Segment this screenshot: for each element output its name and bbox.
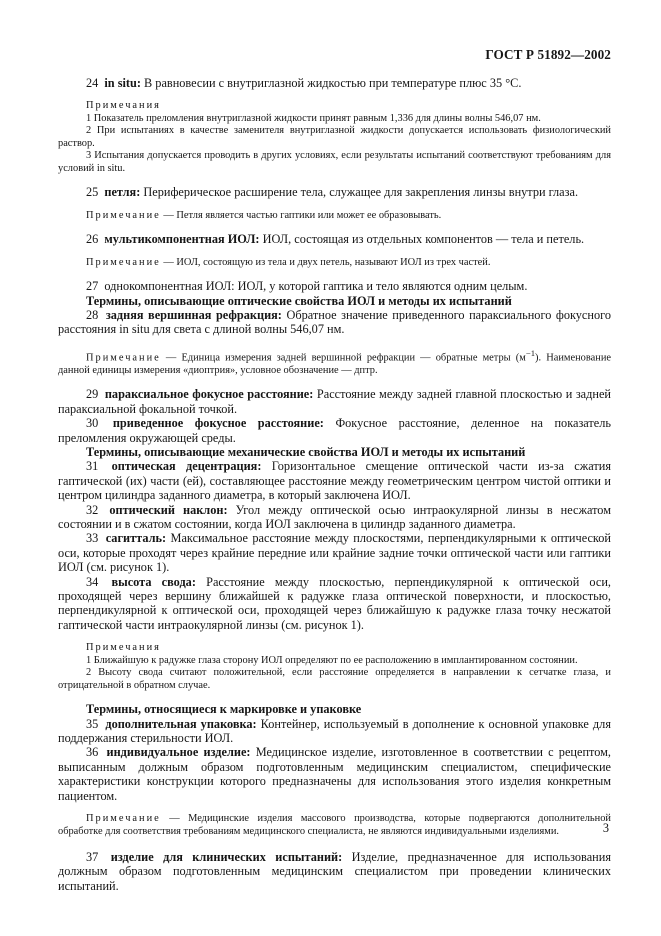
term-definition: Контейнер, используемый в дополнение к основной упаковке для поддержания стерильности ИОЛ.	[58, 716, 611, 746]
term-definition: Расстояние между задней главной плоскостью и задней параксиальной фокальной точкой.	[58, 387, 612, 416]
term-definition: Обратное значение приведенного параксиального фокусного расстояния in situ для света с длиной волны 546,07 нм.	[58, 308, 612, 337]
term-31	[58, 459, 611, 502]
term-name: in situ:	[104, 76, 141, 90]
note-text: — Медицинские изделия массового производства, которые подвергаются дополнительной обработке для соответствия требованиям медицинского специалиста, не являются индивидуальными изделиями.	[58, 813, 611, 837]
note-label: Примечание	[86, 352, 161, 364]
term-28	[58, 308, 611, 337]
note-26	[58, 257, 611, 270]
note-text: — Единица измерения задней вершинной рефракции — обратные метры (м	[165, 352, 526, 364]
term-number: 31	[86, 459, 99, 474]
term-30	[58, 416, 611, 445]
note-item: 2 Высоту свода считают положительной, если расстояние определяется в направлении к сетчатке глаза, и отрицательной в обратном случае.	[58, 667, 611, 691]
term-number: 33	[86, 531, 99, 546]
term-definition: Максимальное расстояние между плоскостями, перпендикулярными к оптической оси, которые проходят через крайние передние или крайние задние точки оптической части или гаптики ИОЛ (см. рисунок 1).	[58, 531, 611, 575]
note-label: Примечания	[86, 100, 161, 112]
term-name: оптическая децентрация:	[111, 459, 262, 474]
term-number: 26	[86, 232, 99, 247]
term-number: 29	[86, 387, 99, 402]
notes-24	[58, 100, 611, 175]
term-number: 30	[86, 416, 99, 431]
section-heading-marking: Термины, относящиеся к маркировке и упаковке	[86, 702, 362, 717]
section-heading-mechanical: Термины, описывающие механические свойства ИОЛ и методы их испытаний	[86, 444, 526, 459]
term-36	[58, 745, 611, 803]
term-definition: ИОЛ, состоящая из отдельных компонентов — тела и петель.	[262, 232, 585, 247]
note-28	[58, 347, 611, 377]
note-25	[58, 210, 611, 223]
term-number: 36	[86, 745, 99, 760]
term-number: 24	[86, 76, 99, 90]
note-label: Примечание	[86, 256, 161, 268]
term-definition: Медицинское изделие, изготовленное в соответствии с рецептом, выписанным должным образом подготовленным медицинским специалистом, специфические характеристики конструкции которого предназначены для использования этого изделия конкретным пациентом.	[58, 745, 612, 803]
term-37	[58, 850, 611, 893]
note-label: Примечание	[86, 813, 161, 825]
term-name: параксиальное фокусное расстояние:	[104, 387, 314, 402]
term-definition: Изделие, предназначенное для использования должным образом подготовленным медицинским специалистом при проведении клинических испытаний.	[58, 850, 611, 893]
term-definition: Горизонтальное смещение оптической части из-за сжатия гаптической (их) части (ей), составляющее расстояние между геометрическим центром чистой оптики и центром цилиндра заданного диаметра, в который заключена ИОЛ.	[58, 459, 611, 503]
term-definition: Фокусное расстояние, деленное на показатель преломления окружающей среды.	[58, 416, 612, 445]
term-32	[58, 503, 611, 532]
term-number: 28	[86, 308, 99, 323]
term-name: мультикомпонентная ИОЛ:	[104, 232, 260, 247]
term-definition: Расстояние между плоскостью, перпендикулярной к оптической оси, проходящей через вершину ближайшей к радужке глаза оптической поверхности, и плоскостью, перпендикулярной к оптической оси, проходящей через ближайшую к радужке глаза точку несжатой гаптической части интраокулярной линзы (см. рисунок 1).	[58, 574, 612, 632]
term-number: 37	[86, 850, 99, 865]
term-name: приведенное фокусное расстояние:	[112, 416, 324, 431]
term-number: 35	[86, 716, 99, 731]
term-definition: В равновесии с внутриглазной жидкостью при температуре плюс 35 °С.	[144, 76, 522, 90]
term-definition: Периферическое расширение тела, служащее для закрепления линзы внутри глаза.	[143, 185, 579, 200]
note-item: 3 Испытания допускается проводить в других условиях, если результаты испытаний соответствуют требованиям для условий in situ.	[58, 150, 611, 174]
term-26	[58, 232, 611, 246]
note-item: 2 При испытаниях в качестве заменителя внутриглазной жидкости допускается использовать физиологический раствор.	[58, 125, 611, 149]
note-36	[58, 813, 611, 838]
term-name: индивидуальное изделие:	[106, 745, 251, 760]
term-number: 27	[86, 279, 99, 294]
term-24	[58, 76, 611, 90]
note-superscript: −1	[525, 347, 536, 358]
term-33	[58, 531, 611, 574]
term-number: 25	[86, 185, 99, 200]
section-heading-optical: Термины, описывающие оптические свойства ИОЛ и методы их испытаний	[86, 293, 512, 308]
term-35	[58, 717, 611, 746]
term-definition: Угол между оптической осью интраокулярной линзы в несжатом состоянии и в сжатом состоянии, когда ИОЛ заключена в цилиндр заданного диаметра.	[58, 502, 612, 531]
note-label: Примечания	[86, 642, 161, 654]
term-27	[58, 279, 611, 293]
notes-34	[58, 642, 611, 692]
term-name: высота свода:	[111, 574, 196, 589]
term-29	[58, 387, 611, 416]
term-definition: однокомпонентная ИОЛ: ИОЛ, у которой гаптика и тело являются одним целым.	[104, 279, 528, 294]
term-name: задняя вершинная рефракция:	[105, 308, 282, 323]
term-name: дополнительная упаковка:	[105, 716, 257, 731]
term-name: сагитталь:	[105, 531, 167, 546]
note-label: Примечание	[86, 209, 161, 221]
term-34	[58, 575, 611, 633]
term-25	[58, 185, 611, 199]
term-name: петля:	[104, 185, 141, 200]
term-name: оптический наклон:	[109, 502, 228, 517]
term-number: 34	[86, 574, 99, 589]
note-text: ). Наименование данной единицы измерения «диоптрия», условное обозначение — дптр.	[58, 352, 611, 376]
page-body	[58, 76, 611, 893]
document-header: ГОСТ Р 51892—2002	[485, 47, 611, 62]
note-text: — ИОЛ, состоящую из тела и двух петель, называют ИОЛ из трех частей.	[163, 256, 491, 268]
note-item: 1 Ближайшую к радужке глаза сторону ИОЛ определяют по ее расположению в имплантированном состоянии.	[86, 654, 578, 666]
note-text: — Петля является частью гаптики или может ее образовывать.	[163, 209, 442, 221]
note-item: 1 Показатель преломления внутриглазной жидкости принят равным 1,336 для длины волны 546,07 нм.	[86, 112, 541, 124]
term-number: 32	[86, 502, 99, 517]
term-name: изделие для клинических испытаний:	[110, 850, 343, 865]
page-number: 3	[602, 821, 609, 835]
